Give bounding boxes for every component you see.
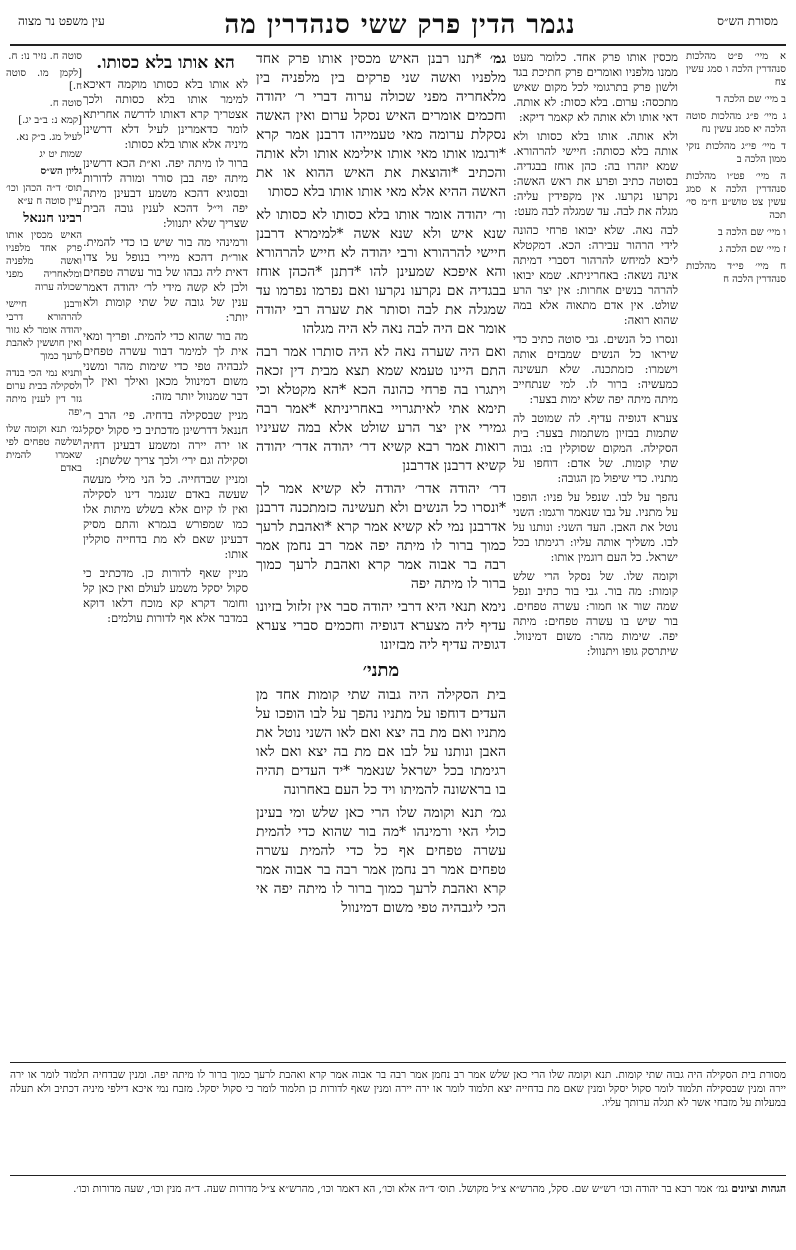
gemara-paragraph: דר׳ יהודה אדר׳ יהודה לא קשיא אמר לך *ונסרו כל הנשים ולא תעשינה כזמתכנה דרבנן אדרבנן נמי לא קשיא אמר קרא *ואהבת לרעך כמוך ברור לו מיתה יפה אמר רב נחמן אמר רבה בר אבוה אמר קרא ואהבת לרעך כמוך ברור לו מיתה יפה [256, 481, 506, 592]
gemara-paragraph: *תנו רבנן האיש מכסין אותו פרק אחד מלפניו ואשה שני פרקים בין מלפניה בין מלאחריה מפני שכולה ערוה דברי ר׳ יהודה וחכמים אומרים האיש נסקל ערום ואין האשה נסקלת ערומה מאי טעמייהו דרבנן אמר קרא *ורגמו אותו מאי אותו אילימא אותו ולא אותה והכתיב *והוצאת את האיש ההוא או את האשה ההיא אלא מאי אותו אותו בלא כסותו [256, 51, 506, 200]
tosafot-paragraph: לא אותו בלא כסותו מוקמה דאיכא למימר אותו בלא כסותה ולכך אצטריך קרא דאותו לדרשה אחריתא לומר כדאמרינן לעיל דלא דרשינן מיניה אלא אותו בלא כסותו: [83, 77, 248, 151]
gemara-paragraph: גמ׳ תנא וקומה שלו הרי כאן שלש ומי בעינן כולי האי ורמינהו *מה בור שהוא כדי להמית עשרה טפחים אף כל כדי להמית עשרה טפחים אמר רב נחמן אמר רבה בר אבוה אמר קרא ואהבת לרעך כמוך ברור לו מיתה יפה אי הכי ליגבהיה טפי משום דמינוול [256, 805, 506, 916]
margin-note: ב מיי׳ שם הלכה ד [715, 94, 786, 105]
footer-rule [10, 1062, 786, 1063]
margin-note: סוטה ח. [49, 98, 82, 109]
tosafot-paragraph: מה בור שהוא כדי להמית. ופריך ומאי אית לך למימר דבור עשרה טפחים לגבהיה טפי כדי שימות מהר ומשני משום דמינוול מכאן ואילך ואין לך דבר שמנוול יותר מזה: [83, 329, 248, 403]
masoret-hashas-label: מסורת הש״ס [717, 14, 778, 28]
margin-note: ח מיי׳ פי״ד מהלכות סנהדרין הלכה ח [686, 261, 786, 285]
margin-note: סוטה ח. נזיר נו: ח. [8, 51, 82, 62]
rashi-paragraph: מכסין אותו פרק אחד. כלומר מעט ממנו מלפניו ואומרים פרק חתיכת בגד ולשון פרק בתרגומי לכל מקום שאיש מתכסה: ערום. בלא כסות: לא אותה. דאי אותו ולא אותה לא קאמר דיקא: [513, 50, 678, 124]
tosafot-paragraph: ורמינהי מה בור שיש בו כדי להמית. אור״ת דהכא מיירי בנופל על צדו דאית ליה גבהו של בור עשרה טפחים ולכן לא קשה מידי לר׳ יהודה דאמר ענין של גובה של שתי קומות ולא יותר: [83, 235, 248, 324]
tosafot-paragraph: ומניין שבדחייה. כל הני מילי מעשה שעשה באדם שנגמר דינו לסקילה ואין לו קיום אלא בשלש מיתות אלו כמו שמפורש בגמרא והתם מסיק דבעינן שאם לא מת בדחייה סוקלין אותו: [83, 472, 248, 561]
tosafot-paragraph: ברור לו מיתה יפה. וא״ת הכא דרשינן מיתה יפה בבן סורר ומורה לדורות ובסוגיא דהכא משמע דבעינן מיתה יפה וי״ל דהכא לענין גובה הבית שצריך שלא יתנוול: [83, 156, 248, 230]
margin-note: תוס׳ ד״ה הכהן וכו׳ עיין סוטה ח ע״א [6, 183, 82, 207]
rabbeinu-chananel-heading: רבינו חננאל [23, 211, 82, 226]
footer-text: מסורת בית הסקילה היה גבוה שתי קומות. תנא וקומה שלו הרי כאן שלש אמר רב נחמן אמר רבה בר אבוה אמר קרא ואהבת לרעך כמוך ברור לו מיתה יפה. ומנין שבדחיה תלמוד לומר או ירה יירה ומנין שבסקילה תלמוד לומר סקול יסקל ומנין שאם מת בדחייה יצא תלמוד לומר או ירה יירה ומנין שאף לדורות כן תלמוד לומר כי סקול יסקל. מזבח נמי איכא דילפי מיניה דכתיב ולא תעלה במעלות על מזבחי אשר לא תגלה ערותך עליו. [10, 1069, 786, 1109]
haggahot-rule [10, 1175, 786, 1176]
rashi-column [513, 50, 678, 1055]
gemara-paragraph: נימא תנאי היא דרבי יהודה סבר אין זלזול בזיונו עדיף ליה מצערא דגופיה וחכמים סברי צערא דגופיה עדיף ליה מבזיונו [256, 599, 506, 653]
rashi-paragraph: ונסרו כל הנשים. גבי סוטה כתיב כדי שיראו כל הנשים שמבזים אותה וישמרו: כזמתכנה. שלא תעשינה כמעשיה: ברור לו. למי שנתחייב מיתה מיתה יפה שלא ימות בצער: [513, 332, 678, 406]
ein-mishpat-label: עין משפט נר מצוה [18, 14, 105, 28]
rashi-paragraph: נהפך על לבו. שנפל על פניו: הופכו על מתניו. על גבו שנאמר ורגמו: השני נוטל את האבן. העד השני: ונותנו על לבו. משליך אותה עליו: רגימתו בכל ישראל. כל העם רוגמין אותו: [513, 490, 678, 564]
rashi-paragraph: וקומה שלו. של נסקל הרי שלש קומות: מה בור. גבי בור כתיב ונפל שמה שור או חמור: עשרה טפחים. בור שיש בו עשרה טפחים: מיתה יפה. שימות מהר: משום דמינוול. שיתרסק גופו ויתנוול: [513, 569, 678, 658]
margin-note: ו מיי׳ שם הלכה ב [718, 227, 786, 238]
tosafot-paragraph: מניין שאף לדורות כן. מדכתיב כי סקול יסקל משמע לעולם ואין כאן קל וחומר דקרא קא מוכח דלאו דוקא במדבר אלא אף לדורות עולמים: [83, 566, 248, 625]
margin-note: [לקמן מו. סוטה ח.] [6, 68, 82, 92]
tosafot-heading: הא אותו בלא כסותו. [96, 53, 235, 73]
gemara-paragraph: ואם היה שערה נאה לא היה סותרו אמר רבה התם היינו טעמא שמא תצא מבית דין זכאה ויתגרו בה פרחי כהונה הכא *הא מקטלא וכי תימא אתי לאיתגרויי באחריניתא *אמר רבה גמירי אין יצר הרע שולט אלא במה שעיניו רואות אמר רבא קשיא דר׳ יהודה אדר׳ יהודה קשיא דרבנן אדרבנן [256, 344, 506, 474]
gemara-paragraph: ור׳ יהודה אומר אותו בלא כסותו לא כסותו לא שנא איש ולא שנא אשה *למימרא דרבנן חיישי להרהורא ורבי יהודה לא חייש להרהורא והא איפכא שמעינן להו *דתנן *הכהן אוחז בבגדיה אם נקרעו נקרעו ואם נפרמו נפרמו עד שמגלה את לבה וסותר את שערה רבי יהודה אומר אם היה לבה נאה לא היה מגלהו [256, 207, 506, 337]
margin-note: [קמא נ: ב״ב יג.] [18, 115, 82, 126]
margin-note: א מיי׳ פ״ט מהלכות סנהדרין הלכה ו סמג עשין צח [686, 51, 786, 88]
gilyon-hashas-heading: גליון הש״ס [40, 166, 82, 177]
margin-note: ז מיי׳ שם הלכה ג [719, 244, 786, 255]
haggahot-text: גמ׳ אמר רבא בר יהודה וכו׳ רש״ש שם. סקל, מהרש״א צ״ל מקושל. תוס׳ ד״ה אלא וכו׳, הא דאמר וכו׳, מהרש״א צ״ל מדורות שעה. ד״ה מנין וכו׳, שעה מדורות וכו׳. [73, 1183, 729, 1195]
tosafot-column [83, 50, 248, 1055]
chananel-text: גמ׳ תנא וקומה שלו ושלשה טפחים לפי שאמרו להמית באדם [6, 424, 82, 474]
chananel-text: ורבנן חיישי להרהורא דרבי יהודה אומר לא גזור ואין חוששין לאהבת לרעך כמוך [6, 299, 82, 362]
mishna-heading: מתני׳ [362, 660, 400, 681]
left-margin-notes [6, 50, 82, 1055]
gemara-opening: גמ׳ [489, 51, 506, 67]
chananel-text: ותניא נמי הכי בנדה ולסקילה בבית ערום גזר דין לענין מיתה יפה [6, 368, 82, 418]
rashi-paragraph: ולא אותה. אותו בלא כסותו ולא אותה בלא כסותה: חיישי להרהורא. שמא יזהרו בה: כהן אוחז בבגדיה. בסוטה כתיב ופרע את ראש האשה: נקרעו נקרעו. אין מקפידין עליה: מגלה את לבה. עד שמגלה לבה מעט: [513, 129, 678, 218]
margin-note: ג מיי׳ פ״ג מהלכות סוטה הלכה יא סמג עשין נח [686, 111, 786, 135]
rashi-paragraph: לבה נאה. שלא יבואו פרחי כהונה לידי הרהור עבירה: הכא. דמקטלא ליכא למיחש להרהור דסברי דמיתה אינה נשאה: באחריניתא. שמא יבואו להרהר בנשים אחרות: אין יצר הרע שולט. אין אדם מתאוה אלא במה שהוא רואה: [513, 223, 678, 327]
tosafot-paragraph: מניין שבסקילה בדחיה. פי׳ הרב ר׳ חננאל דדרשינן מדכתיב כי סקול יסקל או ירה יירה ומשמע דבעינן דחיה וסקילה וגם ירי׳ ולכך צריך שלשתן: [83, 408, 248, 467]
page-title: נגמר הדין פרק ששי סנהדרין מה [224, 10, 576, 40]
margin-note: ה מיי׳ פט״ו מהלכות סנהדרין הלכה א סמג עשין צט טוש״ע ח״מ סי׳ תכה [686, 171, 786, 221]
gemara-column [256, 50, 506, 1055]
haggahot-label: הגהות וציונים [731, 1183, 786, 1195]
margin-note: שמות יט יג [39, 149, 82, 160]
margin-note: לעיל מג. ב״ק נא. [16, 132, 82, 143]
haggahot-section [10, 1182, 786, 1242]
chananel-text: האיש מכסין אותו פרק אחד מלפניו ואשה מלפניה ומלאחריה מפני שכולה ערוה [6, 230, 82, 293]
rashi-paragraph: צערא דגופיה עדיף. לה שמוטב לה שתמות בבזיון משתמות בצער: בית הסקילה. המקום שסוקלין בו: גבוה שתי קומות. של אדם: דוחפו על מתניו. כדי שיפול מן הגובה: [513, 411, 678, 485]
right-margin-notes [686, 50, 786, 690]
margin-note: ד מיי׳ פי״ג מהלכות נזקי ממון הלכה ב [686, 141, 786, 165]
header-rule [10, 44, 786, 46]
mishna-text: בית הסקילה היה גבוה שתי קומות אחד מן העדים דוחפו על מתניו נהפך על לבו הופכו על מתניו ואם מת בה יצא ואם לאו השני נוטל את האבן ונותנו על לבו אם מת בה יצא ואם לאו רגימתו בכל ישראל שנאמר *יד העדים תהיה בו בראשונה להמיתו ויד כל העם באחרונה [256, 687, 506, 798]
